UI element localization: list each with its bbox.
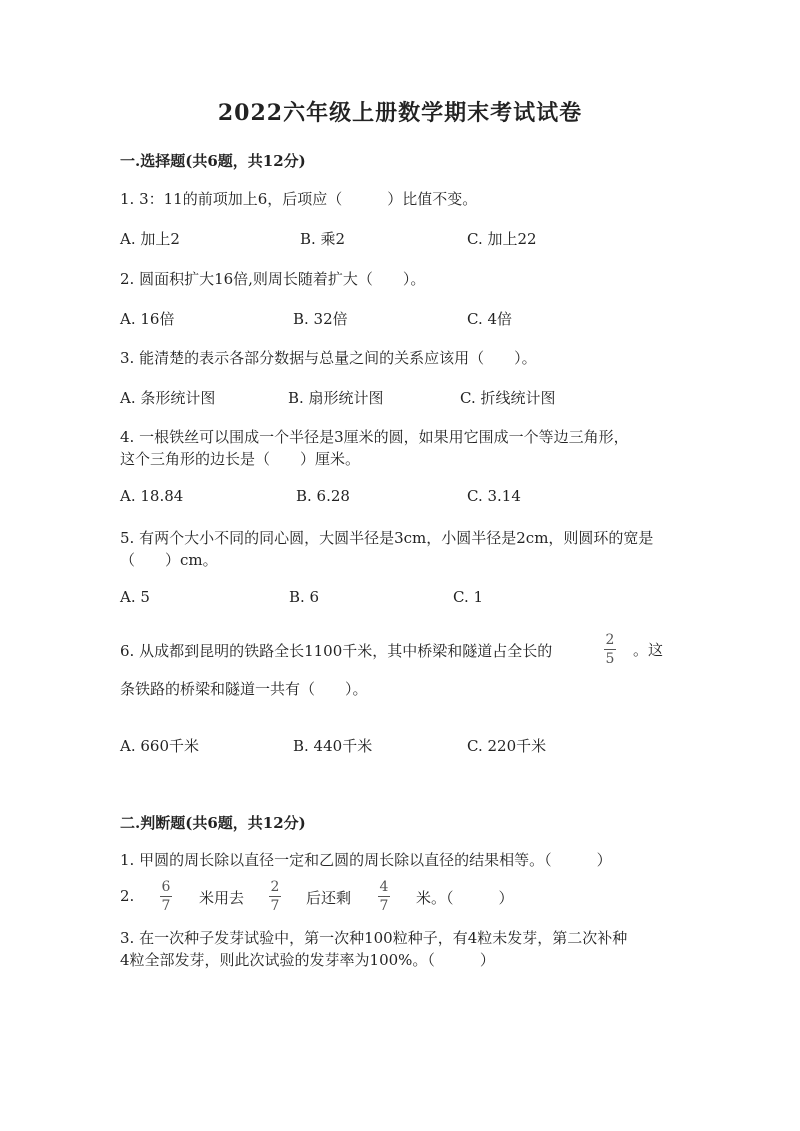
fraction-numerator: 2 <box>605 632 615 648</box>
judgement-2-text-2: 后还剩 <box>306 889 352 907</box>
fraction-numerator: 6 <box>161 879 171 895</box>
judgement-1: 1. 甲圆的周长除以直径一定和乙圆的周长除以直径的结果相等。（ ） <box>120 851 612 869</box>
q2-option-a: A. 16倍 <box>120 310 175 328</box>
q1-option-b: B. 乘2 <box>300 230 346 248</box>
q6-option-c: C. 220千米 <box>467 737 547 755</box>
q2-option-c: C. 4倍 <box>467 310 513 328</box>
fraction-denominator: 7 <box>161 898 171 914</box>
q4-option-b: B. 6.28 <box>296 487 350 505</box>
section-heading-choice: 一.选择题(共6题，共12分) <box>120 152 306 170</box>
q4-option-a: A. 18.84 <box>120 487 184 505</box>
fraction-bar <box>160 896 172 897</box>
fraction-numerator: 2 <box>270 879 280 895</box>
fraction-bar <box>378 896 390 897</box>
judgement-2-number: 2. <box>120 887 135 905</box>
q1-option-a: A. 加上2 <box>120 230 180 248</box>
judgement-3-line-1: 3. 在一次种子发芽试验中，第一次种100粒种子，有4粒未发芽，第二次补种 <box>120 929 628 947</box>
q5-option-a: A. 5 <box>120 588 150 606</box>
fraction-numerator: 4 <box>379 879 389 895</box>
q3-option-c: C. 折线统计图 <box>460 389 556 407</box>
q2-option-b: B. 32倍 <box>293 310 348 328</box>
judgement-3-line-2: 4粒全部发芽，则此次试验的发芽率为100%。（ ） <box>120 951 495 969</box>
page-title: 2022六年级上册数学期末考试试卷 <box>217 100 583 126</box>
fraction-denominator: 7 <box>270 898 280 914</box>
j2-fraction-1 <box>160 879 172 914</box>
judgement-2-text-1: 米用去 <box>199 889 245 907</box>
question-1: 1. 3：11的前项加上6，后项应（ ）比值不变。 <box>120 190 478 208</box>
q6-fraction <box>604 632 616 667</box>
question-4-line-1: 4. 一根铁丝可以围成一个半径是3厘米的圆，如果用它围成一个等边三角形， <box>120 428 629 446</box>
section-heading-judgement: 二.判断题(共6题，共12分) <box>120 814 306 832</box>
q4-option-c: C. 3.14 <box>467 487 521 505</box>
question-5-line-1: 5. 有两个大小不同的同心圆，大圆半径是3cm，小圆半径是2cm，则圆环的宽是 <box>120 529 654 547</box>
q6-option-a: A. 660千米 <box>120 737 199 755</box>
judgement-2-text-3: 米。（ ） <box>416 889 514 907</box>
question-6-line-2: 条铁路的桥梁和隧道一共有（ ）。 <box>120 680 368 698</box>
fraction-denominator: 7 <box>379 898 389 914</box>
question-5-line-2: （ ）cm。 <box>120 551 218 569</box>
question-2: 2. 圆面积扩大16倍,则周长随着扩大（ ）。 <box>120 270 426 288</box>
q1-option-c: C. 加上22 <box>467 230 537 248</box>
j2-fraction-2 <box>269 879 281 914</box>
question-3: 3. 能清楚的表示各部分数据与总量之间的关系应该用（ ）。 <box>120 349 537 367</box>
q5-option-b: B. 6 <box>289 588 320 606</box>
q3-option-a: A. 条形统计图 <box>120 389 216 407</box>
question-6-line-1: 6. 从成都到昆明的铁路全长1100千米，其中桥梁和隧道占全长的 <box>120 642 553 660</box>
fraction-denominator: 5 <box>605 651 615 667</box>
fraction-bar <box>604 649 616 650</box>
fraction-bar <box>269 896 281 897</box>
q3-option-b: B. 扇形统计图 <box>288 389 384 407</box>
question-4-line-2: 这个三角形的边长是（ ）厘米。 <box>120 450 361 468</box>
j2-fraction-3 <box>378 879 390 914</box>
question-6-line-1-end: 。这 <box>633 641 664 659</box>
q6-option-b: B. 440千米 <box>293 737 373 755</box>
q5-option-c: C. 1 <box>453 588 484 606</box>
